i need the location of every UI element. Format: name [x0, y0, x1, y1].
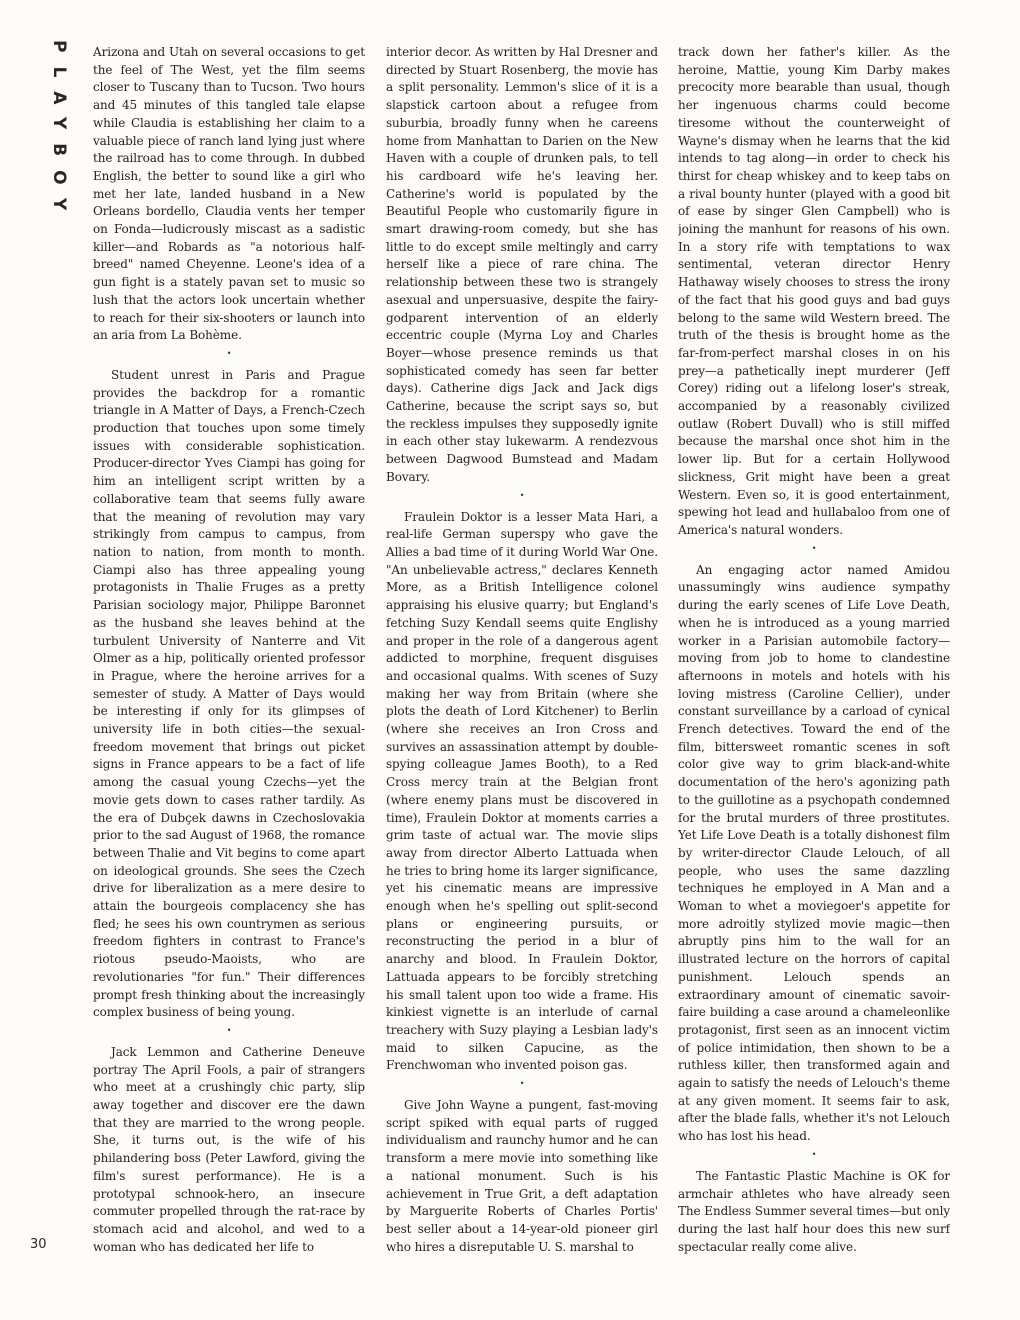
article-paragraph: Give John Wayne a pungent, fast-moving script spiked with equal parts of rugged individualism and raunchy humor and he can transform a mere movie into something like a national monument. Such is his achievement in True Grit, a deft adaptation by Marguerite Roberts of Charles Portis' best seller about a 14-year-old pioneer girl who hires a disreputable U. S. marshal to: [386, 1098, 658, 1254]
article-paragraph: The Fantastic Plastic Machine is OK for armchair athletes who have already seen The Endless Summer several times—but only during the last half hour does this new surf spectacular really come alive.: [678, 1168, 950, 1254]
masthead-logo: PLAYBOY: [49, 40, 69, 225]
section-separator: •: [811, 1149, 817, 1159]
article-paragraph: track down her father's killer. As the heroine, Mattie, young Kim Darby makes precocity more bearable than usual, though her ingenuous charms could become tiresome without the counterweight of Wayne's dismay when he learns that the kid intends to tag along—in order to check his thirst for cheap whiskey and to keep tabs on a rival bounty hunter (played with a good bit of ease by singer Glen Campbell) who is joining the manhunt for reasons of his own. In a story rife with temptations to wax sentimental, veteran director Henry Hathaway wisely chooses to stress the irony of the fact that his good guys and bad guys belong to the same wild Western breed. The truth of the thesis is brought home as the far-from-perfect marshal closes in on his prey—a pathetically inept murderer (Jeff Corey) riding out a lifelong loser's streak, accompanied by a reasonably civilized outlaw (Robert Duvall) who is still miffed because the marshal once shot him in the lower lip. But for a certain Hollywood slickness, Grit might have been a great Western. Even so, it is good entertainment, spewing hot lead and hullabaloo from one of America's natural wonders.: [678, 45, 950, 537]
section-separator: •: [519, 1079, 525, 1089]
article-column-3: [678, 44, 950, 1294]
article-paragraph: interior decor. As written by Hal Dresner and directed by Stuart Rosenberg, the movie has a split personality. Lemmon's slice of it is a slapstick cartoon about a refugee from suburbia, broadly funny when he careens home from Manhattan to Darien on the New Haven with a couple of drunken pals, to tell his cardboard wife he's leaving her. Catherine's world is populated by the Beautiful People who customarily figure in smart drawing-room comedy, but she has little to do except smile meltingly and carry herself like a piece of rare china. The relationship between these two is strangely asexual and unpersuasive, despite the fairy-godparent intervention of an elderly eccentric couple (Myrna Loy and Charles Boyer—whose presence reminds us that sophisticated comedy has seen far better days). Catherine digs Jack and Jack digs Catherine, because the script says so, but the reckless impulses they supposedly ignite in each other stay lukewarm. A rendezvous between Dagwood Bumstead and Madam Bovary.: [386, 45, 658, 484]
article-paragraph: Student unrest in Paris and Prague provides the backdrop for a romantic triangle in A Matter of Days, a French-Czech production that touches upon some timely issues with considerable sophistication. Producer-director Yves Ciampi has going for him an intelligent script written by a collaborative team that seems fully aware that the meaning of revolution may vary strikingly from campus to campus, from nation to nation, from month to month. Ciampi also has three appealing young protagonists in Thalie Fruges as a pretty Parisian sociology major, Philippe Baronnet as the husband she leaves behind at the turbulent University of Nanterre and Vit Olmer as a hip, politically oriented professor in Prague, where the heroine arrives for a semester of study. A Matter of Days would be interesting if only for its glimpses of university life in both cities—the sexual-freedom movement that brings out picket signs in France appears to be a fact of life among the casual young Czechs—yet the movie gets down to cases rather tardily. As the era of Dubçek dawns in Czechoslovakia prior to the sad August of 1968, the romance between Thalie and Vit begins to come apart on ideological grounds. She sees the Czech drive for liberalization as a mere desire to attain the bourgeois complacency she has fled; he sees his own countrymen as serious freedom fighters in contrast to France's riotous pseudo-Maoists, who are revolutionaries "for fun." Their differences prompt fresh thinking about the increasingly complex business of being young.: [93, 367, 365, 1020]
page-number: 30: [30, 1237, 47, 1252]
article-paragraph: Jack Lemmon and Catherine Deneuve portray The April Fools, a pair of strangers who meet at a crushingly chic party, slip away together and discover ere the dawn that they are married to the wrong people. She, it turns out, is the wife of his philandering boss (Peter Lawford, giving the film's surest performance). He is a prototypal schnook-hero, an insecure commuter propelled through the rat-race by stomach acid and alcohol, and wed to a woman who has dedicated her life to: [93, 1044, 365, 1254]
masthead: [49, 40, 69, 310]
article-column-1: [93, 44, 365, 1294]
section-separator: •: [811, 543, 817, 553]
article-column-2: [386, 44, 658, 1294]
section-separator: •: [226, 1025, 232, 1035]
section-separator: •: [226, 348, 232, 358]
section-separator: •: [519, 490, 525, 500]
article-paragraph: An engaging actor named Amidou unassumingly wins audience sympathy during the early scenes of Life Love Death, when he is introduced as a young married worker in a Parisian automobile factory—moving from job to home to clandestine afternoons in motels and hotels with his loving mistress (Caroline Cellier), under constant surveillance by a carload of cynical French detectives. Toward the end of the film, bittersweet romantic scenes in soft color give way to grim black-and-white documentation of the hero's agonizing path to the guillotine as a psychopath condemned for the brutal murders of three prostitutes. Yet Life Love Death is a totally dishonest film by writer-director Claude Lelouch, of all people, who uses the same dazzling techniques he employed in A Man and a Woman to whet a moviegoer's appetite for more adroitly stylized movie magic—then abruptly pins him to the wall for an illustrated lecture on the horrors of capital punishment. Lelouch spends an extraordinary amount of cinematic savoir-faire building a case around a chameleonlike protagonist, first seen as an innocent victim of police intimidation, then shown to be a ruthless killer, then transformed again and again to satisfy the needs of Lelouch's theme at any given moment. It seems fair to ask, after the blade falls, whether it's not Lelouch who has lost his head.: [678, 562, 950, 1144]
article-paragraph: Arizona and Utah on several occasions to get the feel of The West, yet the film seems closer to Tuscany than to Tucson. Two hours and 45 minutes of this tangled tale elapse while Claudia is establishing her claim to a valuable piece of ranch land lying just where the railroad has to come through. In dubbed English, the better to sound like a girl who met her late, landed husband in a New Orleans bordello, Claudia vents her temper on Fonda—ludicrously miscast as a sadistic killer—and Robards as "a notorious half-breed" named Cheyenne. Leone's idea of a gun fight is a stately pavan set to music so lush that the actors look uncertain whether to reach for their six-shooters or launch into an aria from La Bohème.: [93, 45, 365, 343]
article-paragraph: Fraulein Doktor is a lesser Mata Hari, a real-life German superspy who gave the Allies a bad time of it during World War One. "An unbelievable actress," declares Kenneth More, as a British Intelligence colonel appraising his elusive quarry; but England's fetching Suzy Kendall seems quite Englishy and proper in the role of a dangerous agent addicted to morphine, frequent disguises and occasional qualms. With scenes of Suzy making her way from Britain (where she plots the death of Lord Kitchener) to Berlin (where she receives an Iron Cross and survives an assassination attempt by double-spying colleague James Booth), to a Red Cross mercy train at the Belgian front (where enemy plans must be discovered in time), Fraulein Doktor at moments carries a grim taste of actual war. The movie slips away from director Alberto Lattuada when he tries to bring home its larger significance, yet his cinematic means are impressive enough when he's spelling out split-second plans or engineering pursuits, or reconstructing the period in a blur of anarchy and blood. In Fraulein Doktor, Lattuada appears to be forcibly stretching his small talent upon too wide a frame. His kinkiest vignette is an interlude of carnal treachery with Suzy playing a Lesbian lady's maid to silken Capucine, as the Frenchwoman who invented poison gas.: [386, 509, 658, 1073]
